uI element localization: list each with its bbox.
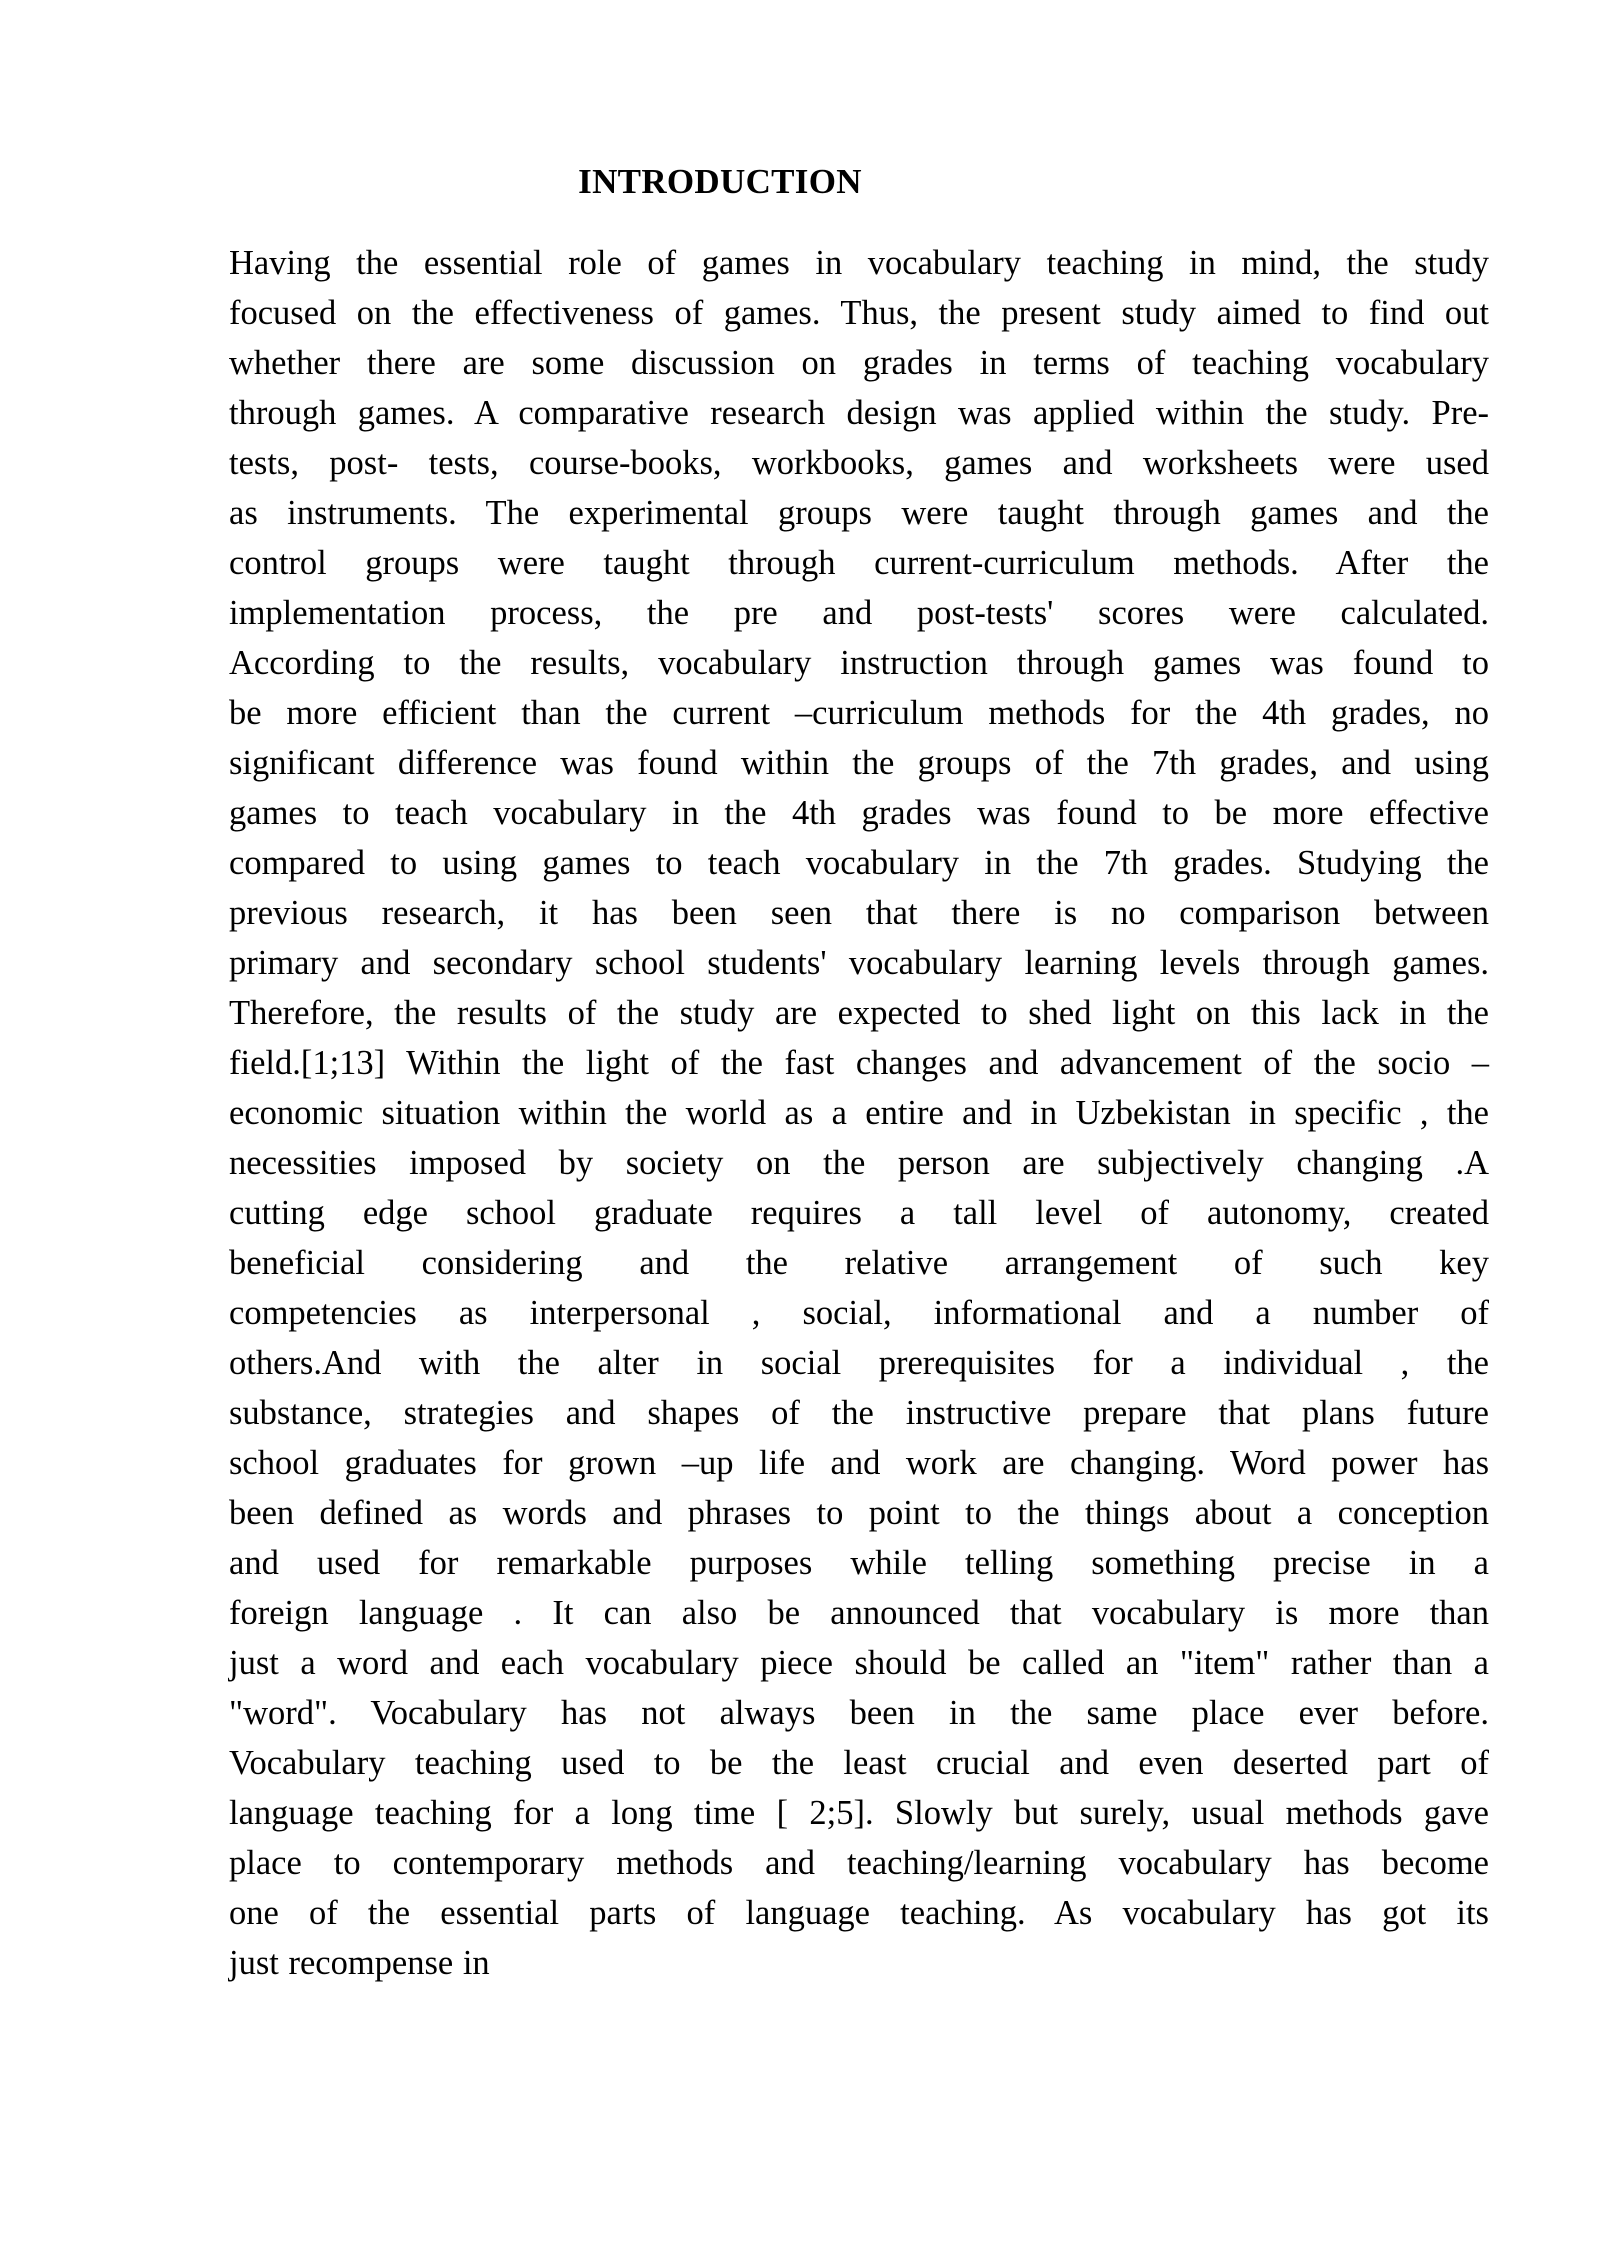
text-line: Having the essential role of games in vocabulary teaching in mind, the study [229,244,1489,282]
text-line: significant difference was found within the groups of the 7th grades, and using [229,744,1489,782]
text-line: just a word and each vocabulary piece should be called an "item" rather than a [229,1644,1489,1682]
text-line: control groups were taught through current-curriculum methods. After the [229,544,1489,582]
text-line: cutting edge school graduate requires a tall level of autonomy, created [229,1194,1489,1232]
text-line: be more efficient than the current –curriculum methods for the 4th grades, no [229,694,1489,732]
text-line: tests, post- tests, course-books, workbooks, games and worksheets were used [229,444,1489,482]
body-paragraph [229,238,1489,1988]
text-line: and used for remarkable purposes while telling something precise in a [229,1544,1489,1582]
text-line: Therefore, the results of the study are expected to shed light on this lack in the [229,994,1489,1032]
text-line: foreign language . It can also be announced that vocabulary is more than [229,1594,1489,1632]
text-line: through games. A comparative research design was applied within the study. Pre- [229,394,1489,432]
text-line: economic situation within the world as a entire and in Uzbekistan in specific , the [229,1094,1489,1132]
text-line: field.[1;13] Within the light of the fast changes and advancement of the socio – [229,1044,1489,1082]
text-line: been defined as words and phrases to point to the things about a conception [229,1494,1489,1532]
text-line: whether there are some discussion on grades in terms of teaching vocabulary [229,344,1489,382]
text-line: compared to using games to teach vocabulary in the 7th grades. Studying the [229,844,1489,882]
text-line: language teaching for a long time [ 2;5]. Slowly but surely, usual methods gave [229,1794,1489,1832]
text-line: Vocabulary teaching used to be the least crucial and even deserted part of [229,1744,1489,1782]
text-line: place to contemporary methods and teaching/learning vocabulary has become [229,1844,1489,1882]
text-line: others.And with the alter in social prerequisites for a individual , the [229,1344,1489,1382]
text-line: just recompense in [229,1944,490,1982]
text-line: beneficial considering and the relative arrangement of such key [229,1244,1489,1282]
text-line: primary and secondary school students' vocabulary learning levels through games. [229,944,1489,982]
page-title: INTRODUCTION [578,162,862,201]
text-line: games to teach vocabulary in the 4th grades was found to be more effective [229,794,1489,832]
text-line: substance, strategies and shapes of the instructive prepare that plans future [229,1394,1489,1432]
text-line: According to the results, vocabulary instruction through games was found to [229,644,1489,682]
text-line: competencies as interpersonal , social, informational and a number of [229,1294,1489,1332]
text-line: focused on the effectiveness of games. Thus, the present study aimed to find out [229,294,1489,332]
text-line: previous research, it has been seen that there is no comparison between [229,894,1489,932]
text-line: necessities imposed by society on the person are subjectively changing .A [229,1144,1489,1182]
text-line: "word". Vocabulary has not always been in the same place ever before. [229,1694,1489,1732]
text-line: as instruments. The experimental groups were taught through games and the [229,494,1489,532]
text-line: school graduates for grown –up life and work are changing. Word power has [229,1444,1489,1482]
text-line: implementation process, the pre and post-tests' scores were calculated. [229,594,1489,632]
text-line: one of the essential parts of language teaching. As vocabulary has got its [229,1894,1489,1932]
